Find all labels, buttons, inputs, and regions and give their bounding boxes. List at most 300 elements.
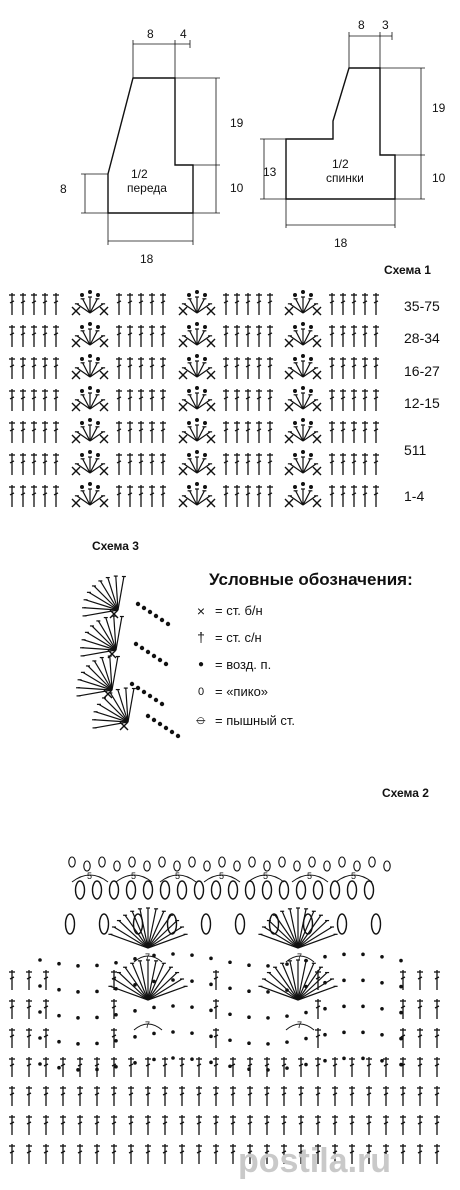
double-crochet-symbol [162, 1115, 168, 1135]
double-crochet-symbol [434, 1115, 440, 1135]
double-crochet-symbol [162, 1057, 168, 1077]
double-crochet-symbol [213, 999, 219, 1019]
chain-dot [152, 1058, 156, 1062]
double-crochet-symbol [94, 1115, 100, 1135]
puff-stitch-symbol [314, 881, 323, 899]
chain-dot [114, 1065, 118, 1069]
stitch-slash [299, 1122, 303, 1124]
center-count-label: 7 [297, 1020, 303, 1030]
chain-dot [361, 1057, 365, 1061]
double-crochet-symbol [94, 1057, 100, 1077]
double-crochet-symbol [145, 1115, 151, 1135]
watermark: postila.ru [238, 1142, 392, 1180]
front-label-fraction: 1/2 [131, 167, 148, 181]
stitch-slash [282, 1093, 286, 1095]
chain-dot [171, 978, 175, 982]
double-crochet-symbol [128, 1057, 134, 1077]
chain-dot [133, 957, 137, 961]
double-crochet-symbol [434, 1144, 440, 1164]
puff-stitch-symbol [263, 881, 272, 899]
chain-dot [304, 1011, 308, 1015]
stitch-slash [435, 1093, 439, 1095]
stitch-slash [27, 1006, 31, 1008]
double-crochet-symbol [179, 1086, 185, 1106]
chain-dot [342, 1057, 346, 1061]
stitch-slash [384, 1064, 388, 1066]
chain-dot [342, 1031, 346, 1035]
double-crochet-symbol [111, 1144, 117, 1164]
stitch-slash [248, 1064, 252, 1066]
dagger-icon: † [197, 629, 205, 645]
double-crochet-symbol [366, 1057, 372, 1077]
stitch-slash [214, 1093, 218, 1095]
scheme1-row-label: 511 [404, 442, 427, 458]
stitch-slash [384, 1093, 388, 1095]
stitch-slash [10, 1151, 14, 1153]
double-crochet-symbol [128, 1144, 134, 1164]
double-crochet-symbol [179, 1115, 185, 1135]
picot-symbol [324, 861, 330, 871]
puff-stitch-symbol [348, 881, 357, 899]
chain-dot [171, 952, 175, 956]
chain-dot [285, 962, 289, 966]
stitch-slash [95, 1064, 99, 1066]
double-crochet-symbol [77, 1115, 83, 1135]
double-crochet-symbol [383, 1086, 389, 1106]
chain-dot [133, 1061, 137, 1065]
puff-stitch-symbol [212, 881, 221, 899]
stitch-slash [78, 1151, 82, 1153]
scheme1-row-label: 1-4 [404, 488, 425, 504]
double-crochet-symbol [366, 1086, 372, 1106]
chain-dot [323, 981, 327, 985]
double-crochet-symbol [349, 1115, 355, 1135]
stitch-slash [265, 1064, 269, 1066]
chain-dot [285, 1040, 289, 1044]
double-crochet-symbol [196, 1086, 202, 1106]
arch-count-label: 5 [87, 871, 93, 881]
chain-dot [266, 990, 270, 994]
chain-dot [76, 1016, 80, 1020]
puff-stitch-symbol [297, 881, 306, 899]
double-crochet-symbol [145, 1086, 151, 1106]
chain-dot [152, 1032, 156, 1036]
chain-dot [209, 957, 213, 961]
chain-dot [171, 1056, 175, 1060]
puff-stitch-symbol [76, 881, 85, 899]
double-crochet-symbol [247, 1115, 253, 1135]
chain-dot [399, 1011, 403, 1015]
stitch-slash [197, 1122, 201, 1124]
double-crochet-symbol [417, 1057, 423, 1077]
puff-stitch-symbol [110, 881, 119, 899]
chain-dot [76, 1068, 80, 1072]
double-crochet-symbol [400, 1086, 406, 1106]
double-crochet-symbol [213, 1086, 219, 1106]
center-count-label: 7 [297, 952, 303, 962]
double-crochet-symbol [94, 1086, 100, 1106]
stitch-slash [95, 1093, 99, 1095]
chain-dot [361, 1031, 365, 1035]
stitch-slash [435, 1006, 439, 1008]
puff-stitch-symbol [280, 881, 289, 899]
back-label-fraction: 1/2 [332, 157, 349, 171]
chain-dot [304, 985, 308, 989]
chain-dot [323, 1059, 327, 1063]
legend-item-text: = возд. п. [215, 657, 272, 672]
stitch-slash [214, 1006, 218, 1008]
double-crochet-symbol [400, 1115, 406, 1135]
stitch-slash [163, 1122, 167, 1124]
double-crochet-symbol [9, 1028, 15, 1048]
stitch-slash [214, 977, 218, 979]
double-crochet-symbol [230, 1115, 236, 1135]
stitch-fan [108, 960, 187, 1000]
arch-count-label: 5 [351, 871, 357, 881]
stitch-slash [112, 1122, 116, 1124]
stitch-slash [61, 1122, 65, 1124]
front-dim-right-upper: 19 [230, 116, 244, 130]
back-dim-right-lower: 10 [432, 171, 446, 185]
puff-stitch-symbol [93, 881, 102, 899]
double-crochet-symbol [417, 1115, 423, 1135]
chain-dot [247, 989, 251, 993]
chain-dot [380, 955, 384, 959]
puff-stitch-symbol [178, 881, 187, 899]
picot-symbol [339, 857, 345, 867]
stitch-slash [44, 1151, 48, 1153]
double-crochet-symbol [434, 999, 440, 1019]
stitch-slash [299, 1093, 303, 1095]
picot-symbol [114, 861, 120, 871]
back-dim-bottom: 18 [334, 236, 348, 250]
scheme3-title: Схема 3 [92, 539, 139, 553]
double-crochet-symbol [43, 1028, 49, 1048]
double-crochet-symbol [43, 1086, 49, 1106]
double-crochet-symbol [434, 970, 440, 990]
chain-dot [114, 987, 118, 991]
double-crochet-symbol [26, 970, 32, 990]
stitch-slash [316, 1006, 320, 1008]
stitch-slash [129, 1064, 133, 1066]
back-label-name: спинки [326, 171, 364, 185]
double-crochet-symbol [77, 1057, 83, 1077]
double-crochet-symbol [213, 1144, 219, 1164]
stitch-slash [333, 1122, 337, 1124]
stitch-slash [282, 1122, 286, 1124]
stitch-slash [197, 1093, 201, 1095]
double-crochet-symbol [213, 1028, 219, 1048]
double-crochet-symbol [315, 1086, 321, 1106]
chain-dot [152, 954, 156, 958]
scheme1-row-label: 12-15 [404, 395, 440, 411]
scheme1-row-label: 35-75 [404, 298, 440, 314]
stitch-slash [282, 1064, 286, 1066]
stitch-slash [44, 1035, 48, 1037]
chain-dot [190, 953, 194, 957]
stitch-slash [61, 1064, 65, 1066]
stitch-slash [231, 1064, 235, 1066]
center-count-label: 7 [145, 952, 151, 962]
double-crochet-symbol [264, 1115, 270, 1135]
stitch-slash [231, 1122, 235, 1124]
chain-dot [399, 985, 403, 989]
stitch-slash [367, 1122, 371, 1124]
chain-dot [266, 1016, 270, 1020]
double-crochet-symbol [213, 1115, 219, 1135]
double-crochet-symbol [9, 1115, 15, 1135]
stitch-slash [316, 977, 320, 979]
stitch-slash [129, 1093, 133, 1095]
stitch-slash [10, 977, 14, 979]
front-dim-top-left: 8 [147, 27, 154, 41]
stitch-slash [146, 1151, 150, 1153]
stitch-slash [333, 1093, 337, 1095]
stitch-slash [129, 1122, 133, 1124]
chain-dot [285, 1014, 289, 1018]
stitch-slash [401, 1122, 405, 1124]
double-crochet-symbol [128, 1086, 134, 1106]
chain-dot [380, 981, 384, 985]
stitch-slash [78, 1064, 82, 1066]
chain-dot [209, 983, 213, 987]
chain-dot [228, 960, 232, 964]
double-crochet-symbol [332, 1086, 338, 1106]
stitch-slash [44, 1006, 48, 1008]
double-crochet-symbol [196, 1115, 202, 1135]
stitch-slash [27, 1093, 31, 1095]
double-crochet-symbol [43, 999, 49, 1019]
chain-dot [190, 1005, 194, 1009]
stitch-slash [350, 1064, 354, 1066]
puff-stitch-symbol [372, 914, 381, 934]
chain-dot [57, 1014, 61, 1018]
chain-dot [76, 990, 80, 994]
double-crochet-symbol [162, 1086, 168, 1106]
stitch-slash [401, 1006, 405, 1008]
double-crochet-symbol [434, 1028, 440, 1048]
chain-dot [266, 964, 270, 968]
chain-dot [95, 1042, 99, 1046]
chain-dot [304, 1037, 308, 1041]
stitch-slash [435, 1035, 439, 1037]
double-crochet-symbol [43, 1057, 49, 1077]
chain-dot [247, 1015, 251, 1019]
double-crochet-symbol [26, 1057, 32, 1077]
stitch-slash [27, 1035, 31, 1037]
stitch-slash [418, 1151, 422, 1153]
chain-dot [342, 979, 346, 983]
chain-dot [209, 1035, 213, 1039]
chain-dot [38, 1062, 42, 1066]
double-crochet-symbol [43, 970, 49, 990]
stitch-slash [435, 1151, 439, 1153]
stitch-slash [384, 1122, 388, 1124]
stitch-slash [27, 1122, 31, 1124]
double-crochet-symbol [43, 1144, 49, 1164]
stitch-slash [418, 977, 422, 979]
stitch-slash [78, 1093, 82, 1095]
double-crochet-symbol [9, 970, 15, 990]
front-dim-left: 8 [60, 182, 67, 196]
double-crochet-symbol [26, 1028, 32, 1048]
stitch-slash [401, 1093, 405, 1095]
arch-count-label: 5 [219, 871, 225, 881]
stitch-slash [316, 1122, 320, 1124]
double-crochet-symbol [162, 1144, 168, 1164]
picot-symbol [84, 861, 90, 871]
stitch-slash [401, 1151, 405, 1153]
double-crochet-symbol [145, 1144, 151, 1164]
double-crochet-symbol [417, 970, 423, 990]
double-crochet-symbol [349, 1086, 355, 1106]
chain-dot [38, 1036, 42, 1040]
stitch-slash [163, 1064, 167, 1066]
double-crochet-symbol [26, 999, 32, 1019]
double-crochet-symbol [417, 1144, 423, 1164]
picot-symbol [309, 857, 315, 867]
arch-count-label: 5 [131, 871, 137, 881]
chain-dot [38, 984, 42, 988]
double-crochet-symbol [230, 1144, 236, 1164]
stitch-slash [214, 1064, 218, 1066]
stitch-slash [401, 1035, 405, 1037]
scheme1-row-label: 28-34 [404, 330, 440, 346]
chain-dot [133, 1009, 137, 1013]
double-crochet-symbol [332, 1115, 338, 1135]
double-crochet-symbol [281, 1115, 287, 1135]
chain-dot [361, 979, 365, 983]
stitch-slash [197, 1151, 201, 1153]
stitch-slash [214, 1122, 218, 1124]
arch-count-label: 5 [307, 871, 313, 881]
double-crochet-symbol [179, 1057, 185, 1077]
front-dim-right-lower: 10 [230, 181, 244, 195]
puff-stitch-symbol [246, 881, 255, 899]
chain-dot [95, 990, 99, 994]
stitch-slash [214, 1035, 218, 1037]
picot-symbol [354, 861, 360, 871]
chain-dot [114, 961, 118, 965]
stitch-slash [180, 1093, 184, 1095]
stitch-slash [435, 977, 439, 979]
puff-stitch-icon: ⦵ [194, 711, 208, 728]
stitch-slash [248, 1093, 252, 1095]
stitch-slash [316, 1093, 320, 1095]
chain-dot [95, 1016, 99, 1020]
double-crochet-symbol [9, 1086, 15, 1106]
chain-dot [57, 1040, 61, 1044]
picot-symbol [159, 857, 165, 867]
stitch-slash [10, 1035, 14, 1037]
double-crochet-symbol [298, 1115, 304, 1135]
double-crochet-symbol [400, 1144, 406, 1164]
puff-stitch-symbol [195, 881, 204, 899]
puff-stitch-symbol [144, 881, 153, 899]
stitch-slash [163, 1151, 167, 1153]
stitch-slash [44, 1122, 48, 1124]
double-crochet-symbol [315, 1057, 321, 1077]
chain-dot [304, 1063, 308, 1067]
stitch-slash [350, 1122, 354, 1124]
double-crochet-symbol [264, 1086, 270, 1106]
puff-stitch-symbol [229, 881, 238, 899]
stitch-slash [146, 1122, 150, 1124]
double-crochet-symbol [26, 1144, 32, 1164]
double-crochet-symbol [315, 999, 321, 1019]
double-crochet-symbol [111, 1086, 117, 1106]
puff-stitch-symbol [202, 914, 211, 934]
puff-stitch-symbol [127, 881, 136, 899]
chain-dot [171, 1004, 175, 1008]
double-crochet-symbol [434, 1057, 440, 1077]
chain-dot [57, 962, 61, 966]
stitch-slash [61, 1093, 65, 1095]
chain-dot [76, 1042, 80, 1046]
chain-dot [228, 986, 232, 990]
chain-dot [95, 964, 99, 968]
stitch-slash [248, 1122, 252, 1124]
stitch-slash [10, 1093, 14, 1095]
chain-dot [399, 959, 403, 963]
double-crochet-symbol [60, 1115, 66, 1135]
stitch-slash [44, 977, 48, 979]
chain-dot [152, 980, 156, 984]
picot-symbol [219, 857, 225, 867]
scheme2-title: Схема 2 [382, 786, 429, 800]
double-crochet-symbol [315, 1115, 321, 1135]
double-crochet-symbol [196, 1057, 202, 1077]
chain-dot [228, 1038, 232, 1042]
picot-symbol [174, 861, 180, 871]
stitch-slash [299, 1064, 303, 1066]
picot-symbol [99, 857, 105, 867]
double-crochet-symbol [26, 1086, 32, 1106]
arch-count-label: 5 [175, 871, 181, 881]
stitch-slash [10, 1006, 14, 1008]
puff-stitch-symbol [66, 914, 75, 934]
scheme1-title: Схема 1 [384, 263, 431, 277]
chain-dot [190, 1031, 194, 1035]
chain-dot [133, 983, 137, 987]
chain-dot [190, 979, 194, 983]
double-crochet-symbol [60, 1086, 66, 1106]
double-crochet-symbol [9, 1144, 15, 1164]
stitch-slash [112, 1093, 116, 1095]
stitch-slash [333, 1064, 337, 1066]
front-label-name: переда [127, 181, 167, 195]
chain-dot [38, 958, 42, 962]
stitch-slash [435, 1122, 439, 1124]
double-crochet-symbol [366, 1115, 372, 1135]
back-dim-left: 13 [263, 165, 277, 179]
arch-count-label: 5 [263, 871, 269, 881]
double-crochet-symbol [179, 1144, 185, 1164]
chain-dot [209, 1061, 213, 1065]
chain-dot [323, 1033, 327, 1037]
chain-dot [399, 1037, 403, 1041]
chain-dot [361, 1005, 365, 1009]
legend-item-text: = ст. б/н [215, 603, 263, 618]
picot-symbol [279, 857, 285, 867]
chain-dot [285, 1066, 289, 1070]
legend-item-text: = «пико» [215, 684, 269, 699]
double-crochet-symbol [213, 970, 219, 990]
chain-dot [266, 1042, 270, 1046]
puff-stitch-symbol [331, 881, 340, 899]
double-crochet-symbol [9, 1057, 15, 1077]
stitch-slash [146, 1064, 150, 1066]
